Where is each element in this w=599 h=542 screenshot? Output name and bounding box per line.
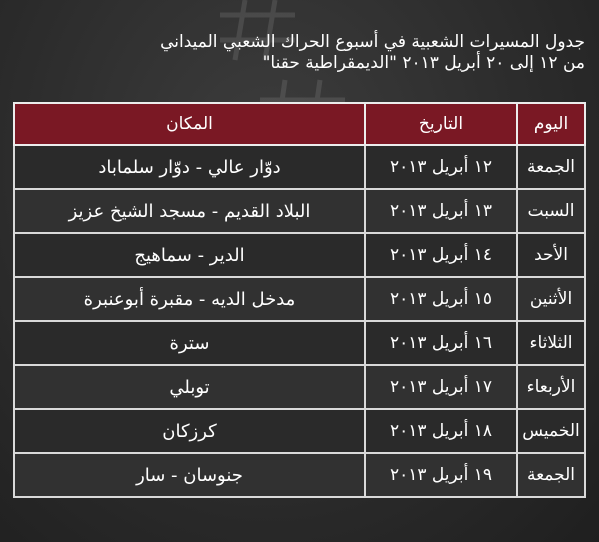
day-cell: السبت xyxy=(517,189,585,233)
table-row xyxy=(14,277,585,321)
date-cell: ١٦ أبريل ٢٠١٣ xyxy=(365,321,517,365)
table-row xyxy=(14,453,585,497)
date-cell: ١٣ أبريل ٢٠١٣ xyxy=(365,189,517,233)
day-cell: الأربعاء xyxy=(517,365,585,409)
column-header-place: المكان xyxy=(14,103,365,145)
header-subtitle: من ١٢ إلى ٢٠ أبريل ٢٠١٣ "الديمقراطية حقنا" xyxy=(262,53,585,73)
header-title: جدول المسيرات الشعبية في أسبوع الحراك الشعبي الميداني xyxy=(160,32,585,52)
day-cell: الجمعة xyxy=(517,453,585,497)
place-cell: سترة xyxy=(14,321,365,365)
column-header-day: اليوم xyxy=(517,103,585,145)
date-cell: ١٧ أبريل ٢٠١٣ xyxy=(365,365,517,409)
date-cell: ١٢ أبريل ٢٠١٣ xyxy=(365,145,517,189)
table-row xyxy=(14,409,585,453)
table-row xyxy=(14,189,585,233)
table-row xyxy=(14,145,585,189)
date-cell: ١٥ أبريل ٢٠١٣ xyxy=(365,277,517,321)
date-cell: ١٤ أبريل ٢٠١٣ xyxy=(365,233,517,277)
day-cell: الخميس xyxy=(517,409,585,453)
place-cell: كرزكان xyxy=(14,409,365,453)
place-cell: جنوسان - سار xyxy=(14,453,365,497)
place-cell: البلاد القديم - مسجد الشيخ عزيز xyxy=(14,189,365,233)
date-cell: ١٨ أبريل ٢٠١٣ xyxy=(365,409,517,453)
place-cell: دوّار عالي - دوّار سلماباد xyxy=(14,145,365,189)
place-cell: الدير - سماهيج xyxy=(14,233,365,277)
table-row xyxy=(14,233,585,277)
day-cell: الأثنين xyxy=(517,277,585,321)
table-row xyxy=(14,365,585,409)
table-row xyxy=(14,321,585,365)
date-cell: ١٩ أبريل ٢٠١٣ xyxy=(365,453,517,497)
column-header-date: التاريخ xyxy=(365,103,517,145)
day-cell: الثلاثاء xyxy=(517,321,585,365)
day-cell: الأحد xyxy=(517,233,585,277)
day-cell: الجمعة xyxy=(517,145,585,189)
place-cell: توبلي xyxy=(14,365,365,409)
table-header-row xyxy=(14,103,585,145)
place-cell: مدخل الديه - مقبرة أبوعنبرة xyxy=(14,277,365,321)
page-header xyxy=(14,32,585,74)
schedule-table xyxy=(13,102,586,498)
